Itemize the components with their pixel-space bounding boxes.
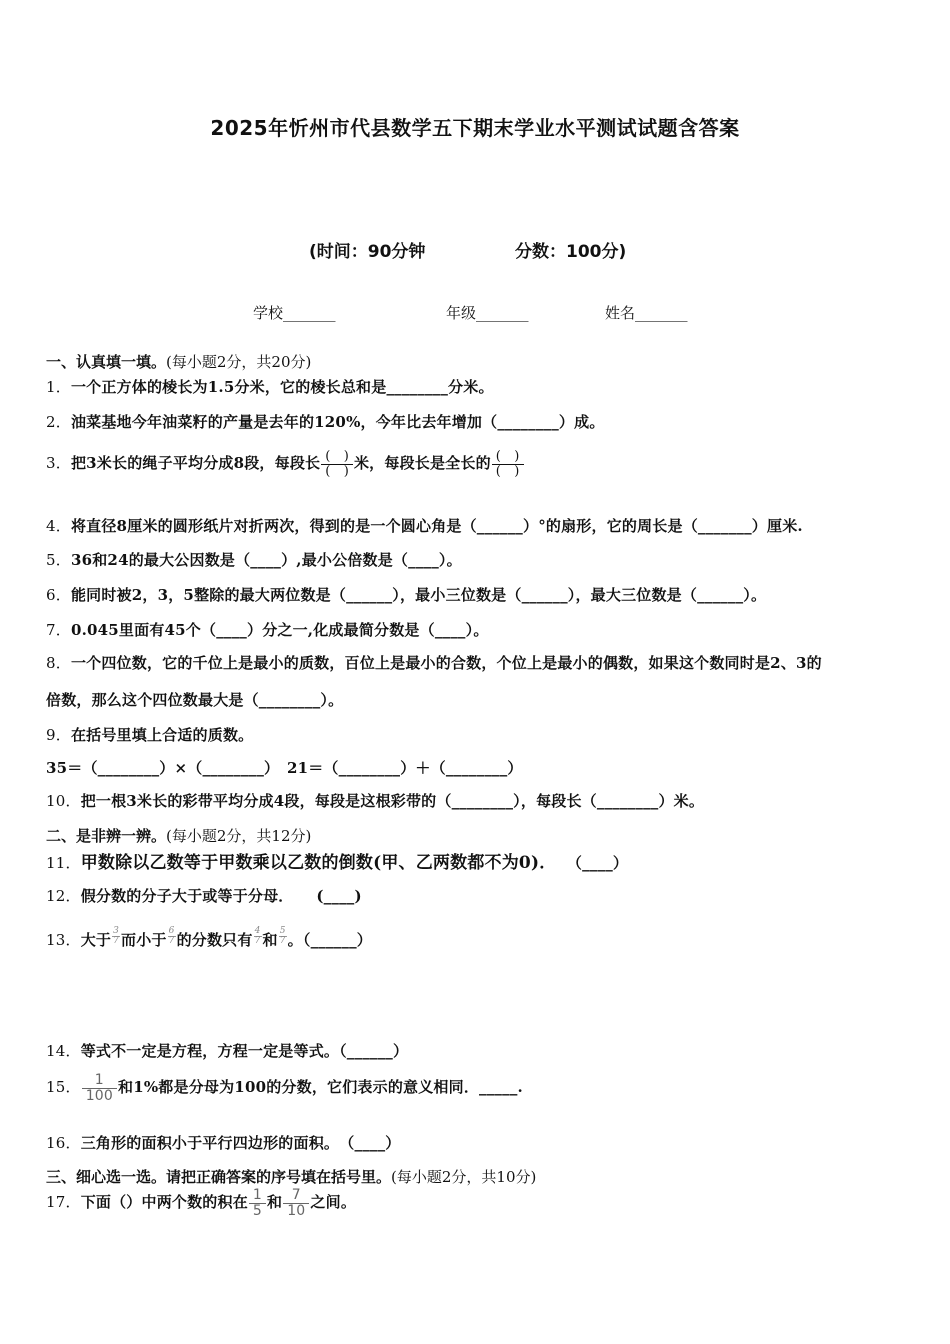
fraction: $\frac{1}{100}$ (82, 1073, 117, 1103)
name-field: 姓名_______ (605, 304, 688, 322)
page-title: 2025年忻州市代县数学五下期末学业水平测试试题含答案 (210, 116, 740, 140)
question-number: 12． (46, 887, 81, 905)
question-number: 7． (46, 621, 71, 639)
question-text: 假分数的分子大于或等于分母． (____) (80, 887, 362, 905)
school-field: 学校_______ (253, 304, 336, 322)
question-text: 大于 (80, 931, 112, 949)
question-number: 5． (46, 551, 71, 569)
question-8 (46, 652, 822, 673)
question-text: 和 (262, 931, 278, 949)
exam-score: 分数：100分) (515, 242, 627, 262)
question-text: 在括号里填上合适的质数。 (70, 726, 254, 744)
fraction-blank: $\frac{( )}{( )}$ (492, 450, 524, 478)
question-text: 36和24的最大公因数是（____）,最小公倍数是（____）。 (70, 551, 462, 569)
section-title: 二、是非辨一辨。 (46, 827, 167, 845)
question-text: 倍数，那么这个四位数最大是（________）。 (46, 691, 344, 709)
question-text: 能同时被2，3，5整除的最大两位数是（______），最小三位数是（______），最大三位数是（______）。 (70, 586, 767, 604)
question-text: 0.045里面有45个（____）分之一,化成最简分数是（____）。 (70, 621, 489, 639)
fraction: $\frac{7}{10}$ (283, 1188, 309, 1218)
question-text: 油菜基地今年油菜籽的产量是去年的120%，今年比去年增加（________）成。 (70, 413, 605, 431)
fraction: $\frac{6}{7}$ (168, 926, 175, 947)
question-text: 将直径8厘米的圆形纸片对折两次，得到的是一个圆心角是（______）°的扇形，它的周长是（_______）厘米. (70, 517, 803, 535)
question-text: 三角形的面积小于平行四边形的面积。 （____） (80, 1134, 401, 1152)
section-note: (每小题2分，共12分) (166, 827, 312, 845)
question-number: 11． (46, 854, 81, 872)
section-note: (每小题2分，共20分) (166, 353, 312, 371)
question-number: 4． (46, 517, 71, 535)
question-6 (46, 584, 766, 605)
section-note: (每小题2分，共10分) (391, 1168, 537, 1186)
question-number: 13． (46, 931, 81, 949)
question-text: 下面（）中两个数的积在 (80, 1193, 248, 1212)
section-title: 三、细心选一选。请把正确答案的序号填在括号里。 (46, 1168, 392, 1186)
question-number: 1． (46, 378, 71, 396)
question-text: 和 (267, 1193, 283, 1212)
section-heading (46, 351, 311, 372)
question-text: 而小于 (121, 931, 167, 949)
question-number: 2． (46, 413, 71, 431)
question-text: 把一根3米长的彩带平均分成4段，每段是这根彩带的（________），每段长（________）米。 (80, 792, 705, 810)
question-text: 的分数只有 (176, 931, 253, 949)
question-17 (46, 1188, 356, 1218)
grade-field: 年级_______ (446, 304, 529, 322)
question-text: 等式不一定是方程，方程一定是等式。（______） (80, 1042, 409, 1060)
question-number: 8． (46, 654, 71, 672)
question-8-continued (46, 689, 343, 710)
question-number: 3． (46, 454, 71, 473)
question-3 (46, 450, 525, 478)
fraction: $\frac{1}{5}$ (249, 1188, 266, 1218)
question-10 (46, 790, 704, 811)
answer-blank: （____） (574, 854, 629, 872)
question-text: 甲数除以乙数等于甲数乘以乙数的倒数(甲、乙两数都不为0)． (80, 853, 557, 873)
fraction-blank: $\frac{( )}{( )}$ (321, 450, 353, 478)
question-number: 17． (46, 1193, 81, 1212)
question-7 (46, 619, 489, 640)
question-9 (46, 724, 253, 745)
fraction: $\frac{5}{7}$ (279, 926, 286, 947)
question-5 (46, 549, 462, 570)
question-text: 一个四位数，它的千位上是最小的质数，百位上是最小的合数，个位上是最小的偶数，如果这个数同时是2、3的 (70, 654, 822, 672)
question-text: 之间。 (310, 1193, 357, 1212)
question-14 (46, 1040, 408, 1061)
question-1 (46, 376, 494, 397)
section-heading (46, 1166, 536, 1187)
question-number: 16． (46, 1134, 81, 1152)
question-16 (46, 1132, 401, 1153)
section-title: 一、认真填一填。 (46, 353, 167, 371)
section-heading (46, 825, 311, 846)
question-2 (46, 411, 605, 432)
question-13 (46, 926, 372, 950)
question-9-equations (46, 757, 523, 778)
question-text: 和1%都是分母为100的分数，它们表示的意义相同．_____. (118, 1078, 523, 1097)
question-text: 35＝（________）×（________） 21＝（________）＋（________） (46, 759, 523, 777)
question-text: 。（______） (287, 931, 372, 949)
fraction: $\frac{3}{7}$ (113, 926, 120, 947)
question-number: 10． (46, 792, 81, 810)
fraction: $\frac{4}{7}$ (254, 926, 261, 947)
question-number: 15． (46, 1078, 81, 1097)
exam-time: (时间：90分钟 (309, 242, 426, 262)
question-number: 14． (46, 1042, 81, 1060)
question-number: 9． (46, 726, 71, 744)
question-4 (46, 515, 803, 536)
question-text: 米，每段长是全长的 (353, 454, 491, 473)
question-11 (46, 848, 628, 873)
question-15 (46, 1073, 523, 1103)
question-12 (46, 885, 362, 906)
question-number: 6． (46, 586, 71, 604)
question-text: 一个正方体的棱长为1.5分米，它的棱长总和是________分米。 (70, 378, 494, 396)
question-text: 把3米长的绳子平均分成8段，每段长 (70, 454, 321, 473)
